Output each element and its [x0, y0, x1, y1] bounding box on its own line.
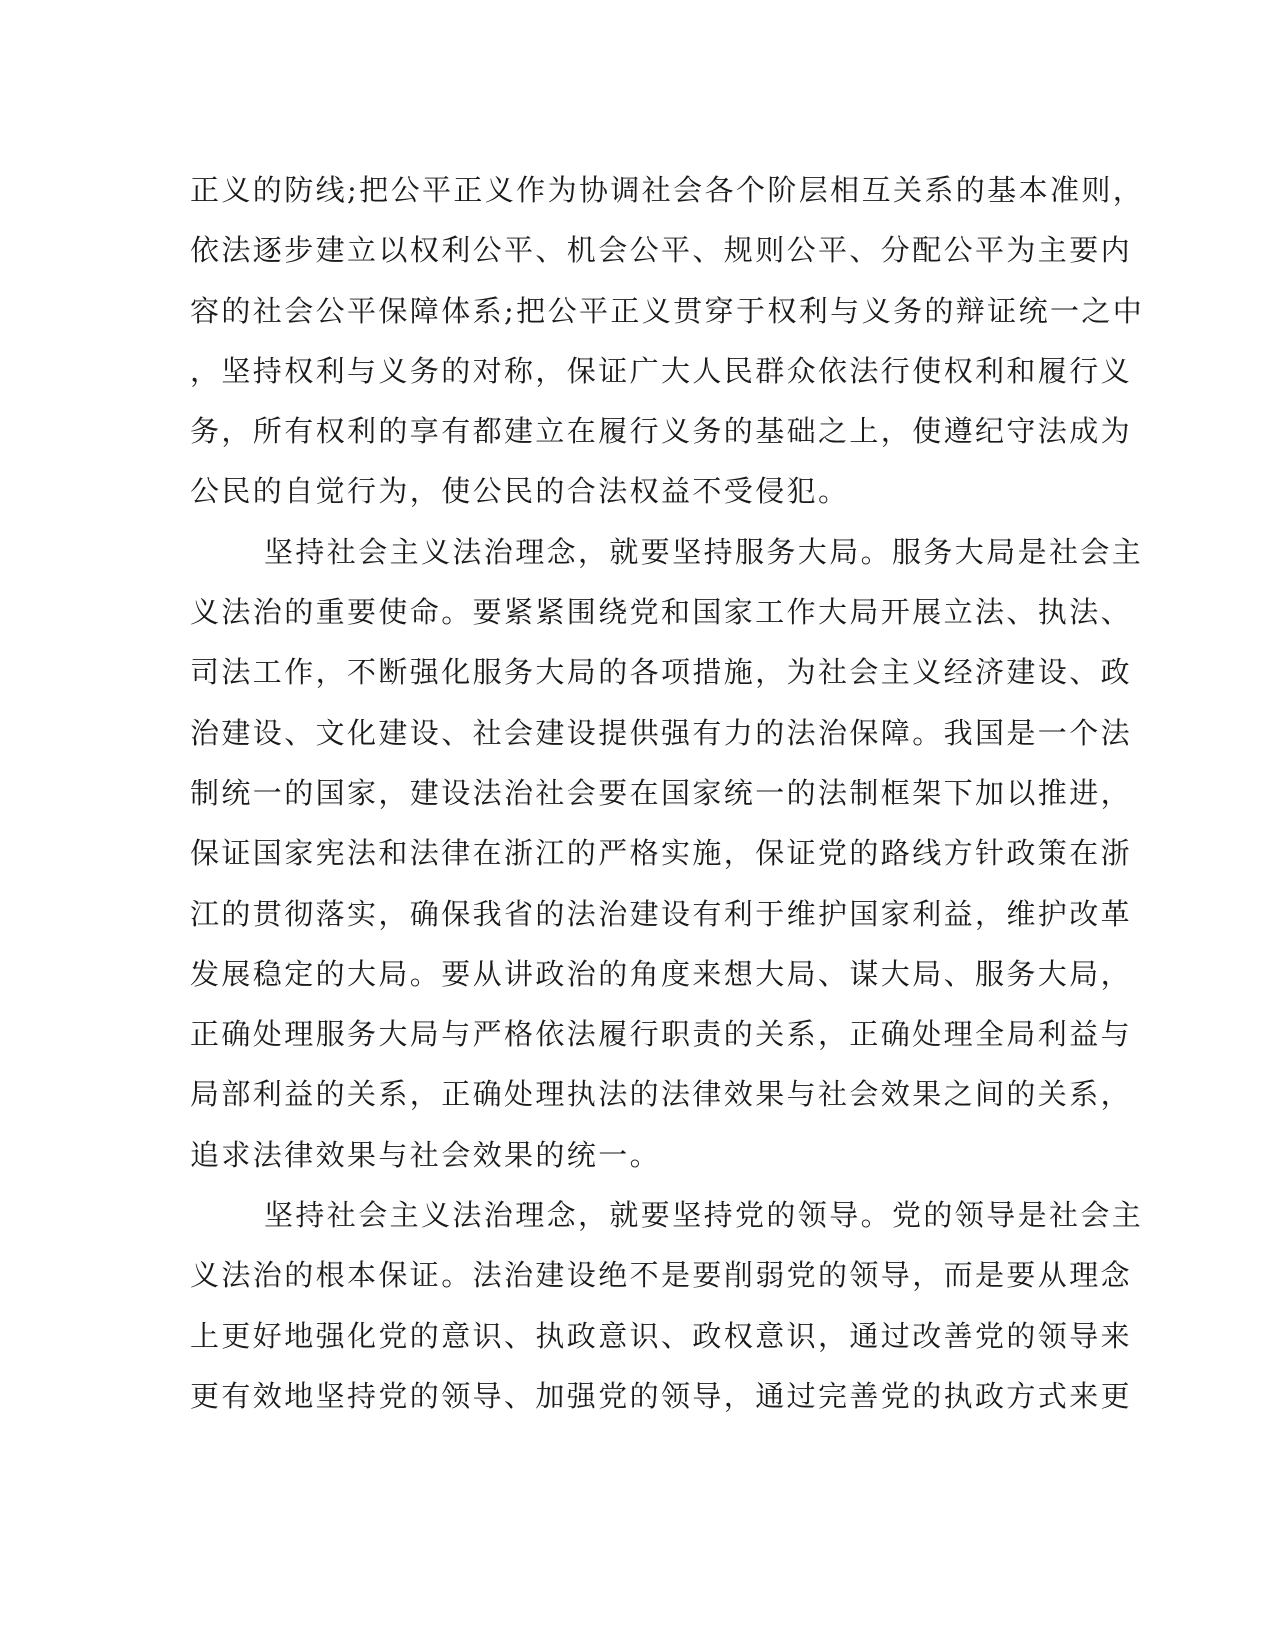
text-line: ，坚持权利与义务的对称，保证广大人民群众依法行使权利和履行义 [190, 353, 1133, 388]
text-line: 更有效地坚持党的领导、加强党的领导，通过完善党的执政方式来更 [190, 1378, 1133, 1413]
text-line: 局部利益的关系，正确处理执法的法律效果与社会效果之间的关系， [190, 1077, 1133, 1112]
text-line: 义法治的重要使命。要紧紧围绕党和国家工作大局开展立法、执法、 [190, 595, 1133, 630]
text-line: 保证国家宪法和法律在浙江的严格实施，保证党的路线方针政策在浙 [190, 836, 1133, 871]
paragraph-2 [190, 522, 1144, 1185]
paragraph-1 [190, 160, 1145, 522]
text-line-indented: 坚持社会主义法治理念，就要坚持服务大局。服务大局是社会主 [264, 534, 1144, 569]
text-line: 容的社会公平保障体系;把公平正义贯穿于权利与义务的辩证统一之中 [190, 293, 1145, 328]
text-line: 义法治的根本保证。法治建设绝不是要削弱党的领导，而是要从理念 [190, 1258, 1133, 1293]
text-line: 追求法律效果与社会效果的统一。 [190, 1137, 662, 1172]
text-line: 务，所有权利的享有都建立在履行义务的基础之上，使遵纪守法成为 [190, 414, 1133, 449]
text-line: 上更好地强化党的意识、执政意识、政权意识，通过改善党的领导来 [190, 1318, 1133, 1353]
text-line: 公民的自觉行为，使公民的合法权益不受侵犯。 [190, 474, 850, 509]
text-line: 依法逐步建立以权利公平、机会公平、规则公平、分配公平为主要内 [190, 233, 1133, 268]
text-line: 江的贯彻落实，确保我省的法治建设有利于维护国家利益，维护改革 [190, 896, 1133, 931]
text-line: 司法工作，不断强化服务大局的各项措施，为社会主义经济建设、政 [190, 655, 1133, 690]
text-line: 制统一的国家，建设法治社会要在国家统一的法制框架下加以推进， [190, 775, 1133, 810]
text-line: 发展稳定的大局。要从讲政治的角度来想大局、谋大局、服务大局， [190, 956, 1133, 991]
text-line: 正确处理服务大局与严格依法履行职责的关系，正确处理全局利益与 [190, 1017, 1133, 1052]
text-line: 治建设、文化建设、社会建设提供强有力的法治保障。我国是一个法 [190, 715, 1133, 750]
text-line-indented: 坚持社会主义法治理念，就要坚持党的领导。党的领导是社会主 [264, 1198, 1144, 1233]
paragraph-3 [190, 1185, 1144, 1426]
text-line: 正义的防线;把公平正义作为协调社会各个阶层相互关系的基本准则， [190, 173, 1145, 207]
document-body [190, 160, 1145, 1426]
